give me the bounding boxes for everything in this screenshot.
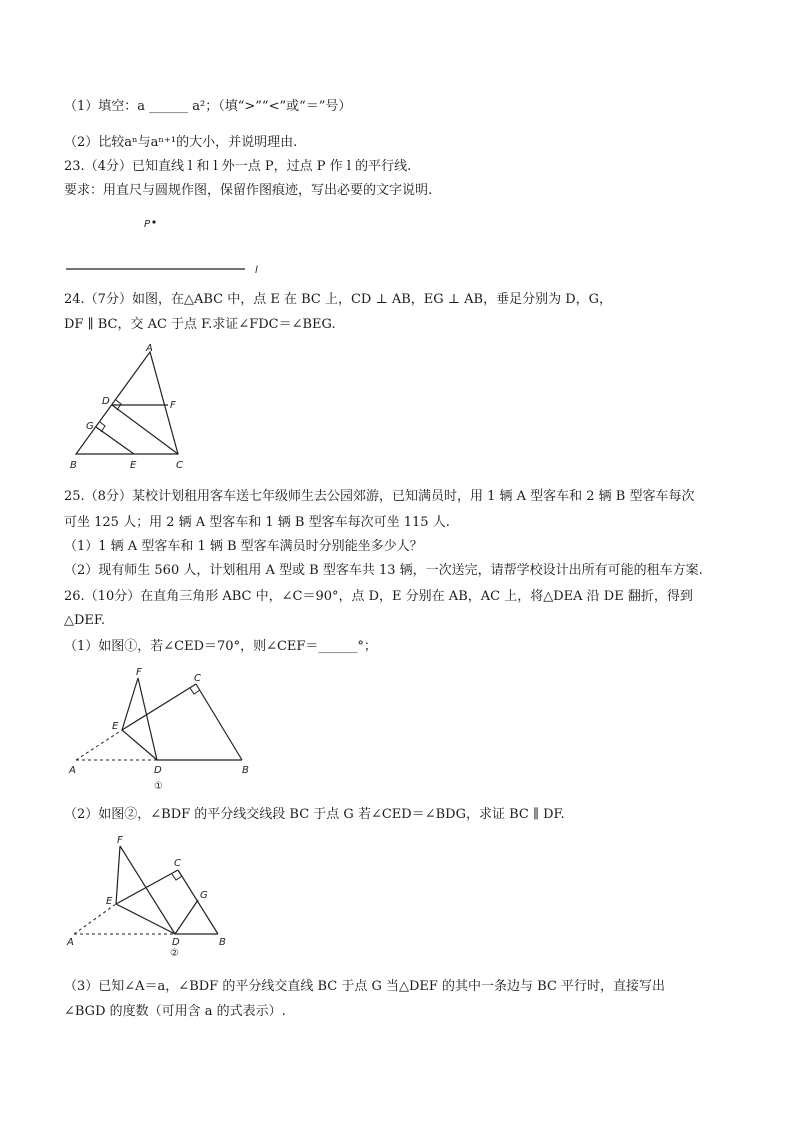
label-E: E (112, 721, 119, 732)
figure-24 (60, 340, 210, 475)
segment-BC (178, 870, 218, 934)
caption-2: ② (170, 948, 179, 959)
label-C: C (176, 460, 183, 471)
segment-BC (196, 684, 242, 760)
caption-1: ① (154, 781, 163, 792)
label-F: F (136, 667, 142, 678)
label-F: F (117, 835, 123, 846)
label-C: C (174, 858, 181, 869)
q23-requirement: 要求：用直尺与圆规作图，保留作图痕迹，写出必要的文字说明. (64, 183, 433, 198)
segment-CE (122, 684, 196, 730)
label-l: l (255, 265, 258, 276)
q22-part2: （2）比较aⁿ与aⁿ⁺¹的大小，并说明理由. (64, 135, 298, 150)
q25-stem-2: 可坐 125 人；用 2 辆 A 型客车和 1 辆 B 型客车每次可坐 115 人. (64, 515, 450, 530)
label-A: A (67, 937, 74, 948)
q24-stem-2: DF ∥ BC，交 AC 于点 F.求证∠FDC＝∠BEG. (64, 317, 336, 332)
label-D: D (172, 937, 180, 948)
q24-stem-1: 24.（7分）如图，在△ABC 中，点 E 在 BC 上，CD ⊥ AB，EG ⊥ AB，垂足分别为 D，G， (64, 292, 613, 307)
label-G: G (200, 890, 208, 901)
point-P (152, 220, 155, 223)
q25-part1: （1）1 辆 A 型客车和 1 辆 B 型客车满员时分别能坐多少人？ (64, 539, 423, 554)
segment-FD (120, 846, 175, 934)
segment-CE (116, 870, 178, 904)
label-C: C (194, 673, 201, 684)
label-A: A (146, 343, 153, 354)
label-E: E (130, 460, 137, 471)
q25-part2: （2）现有师生 560 人，计划租用 A 型或 B 型客车共 13 辆，一次送完，请帮学校设计出所有可能的租车方案. (64, 563, 703, 578)
q26-part2: （2）如图②，∠BDF 的平分线交线段 BC 于点 G 若∠CED＝∠BDG，求证 BC ∥ DF. (64, 807, 565, 822)
q22-part1: （1）填空：a ______ a²；（填“>”“<”或“＝”号） (64, 99, 352, 114)
dashed-AE (74, 904, 116, 934)
label-B: B (70, 460, 77, 471)
label-D: D (154, 765, 162, 776)
q26-stem-1: 26.（10分）在直角三角形 ABC 中，∠C＝90°，点 D，E 分别在 AB，AC 上，将△DEA 沿 DE 翻折，得到 (64, 589, 693, 604)
figure-26-1 (62, 662, 262, 797)
q23-stem: 23.（4分）已知直线 l 和 l 外一点 P，过点 P 作 l 的平行线. (64, 159, 412, 174)
q26-part1: （1）如图①，若∠CED＝70°，则∠CEF＝______°； (64, 639, 377, 654)
segment-FD (138, 678, 157, 760)
label-B: B (242, 765, 249, 776)
label-G: G (86, 421, 94, 432)
q26-part3-2: ∠BGD 的度数（可用含 a 的式表示）. (64, 1004, 286, 1019)
label-F: F (170, 400, 176, 411)
segment-EF (116, 846, 120, 904)
segment-DG (175, 900, 198, 934)
dashed-AE (76, 730, 122, 760)
q26-stem-2: △DEF. (64, 613, 106, 628)
q26-part3-1: （3）已知∠A＝a，∠BDF 的平分线交直线 BC 于点 G 当△DEF 的其中一条边与 BC 平行时，直接写出 (64, 979, 666, 994)
label-B: B (219, 937, 226, 948)
figure-26-2 (62, 832, 242, 960)
q25-stem-1: 25.（8分）某校计划租用客车送七年级师生去公园郊游，已知满员时，用 1 辆 A 型客车和 2 辆 B 型客车每次 (64, 489, 695, 504)
segment-CD (112, 405, 178, 454)
label-P: P (144, 219, 151, 230)
label-D: D (102, 396, 110, 407)
triangle-ABC (76, 352, 178, 454)
segment-ED (122, 730, 157, 760)
label-A: A (69, 765, 76, 776)
figure-23 (60, 205, 280, 285)
label-E: E (106, 896, 113, 907)
